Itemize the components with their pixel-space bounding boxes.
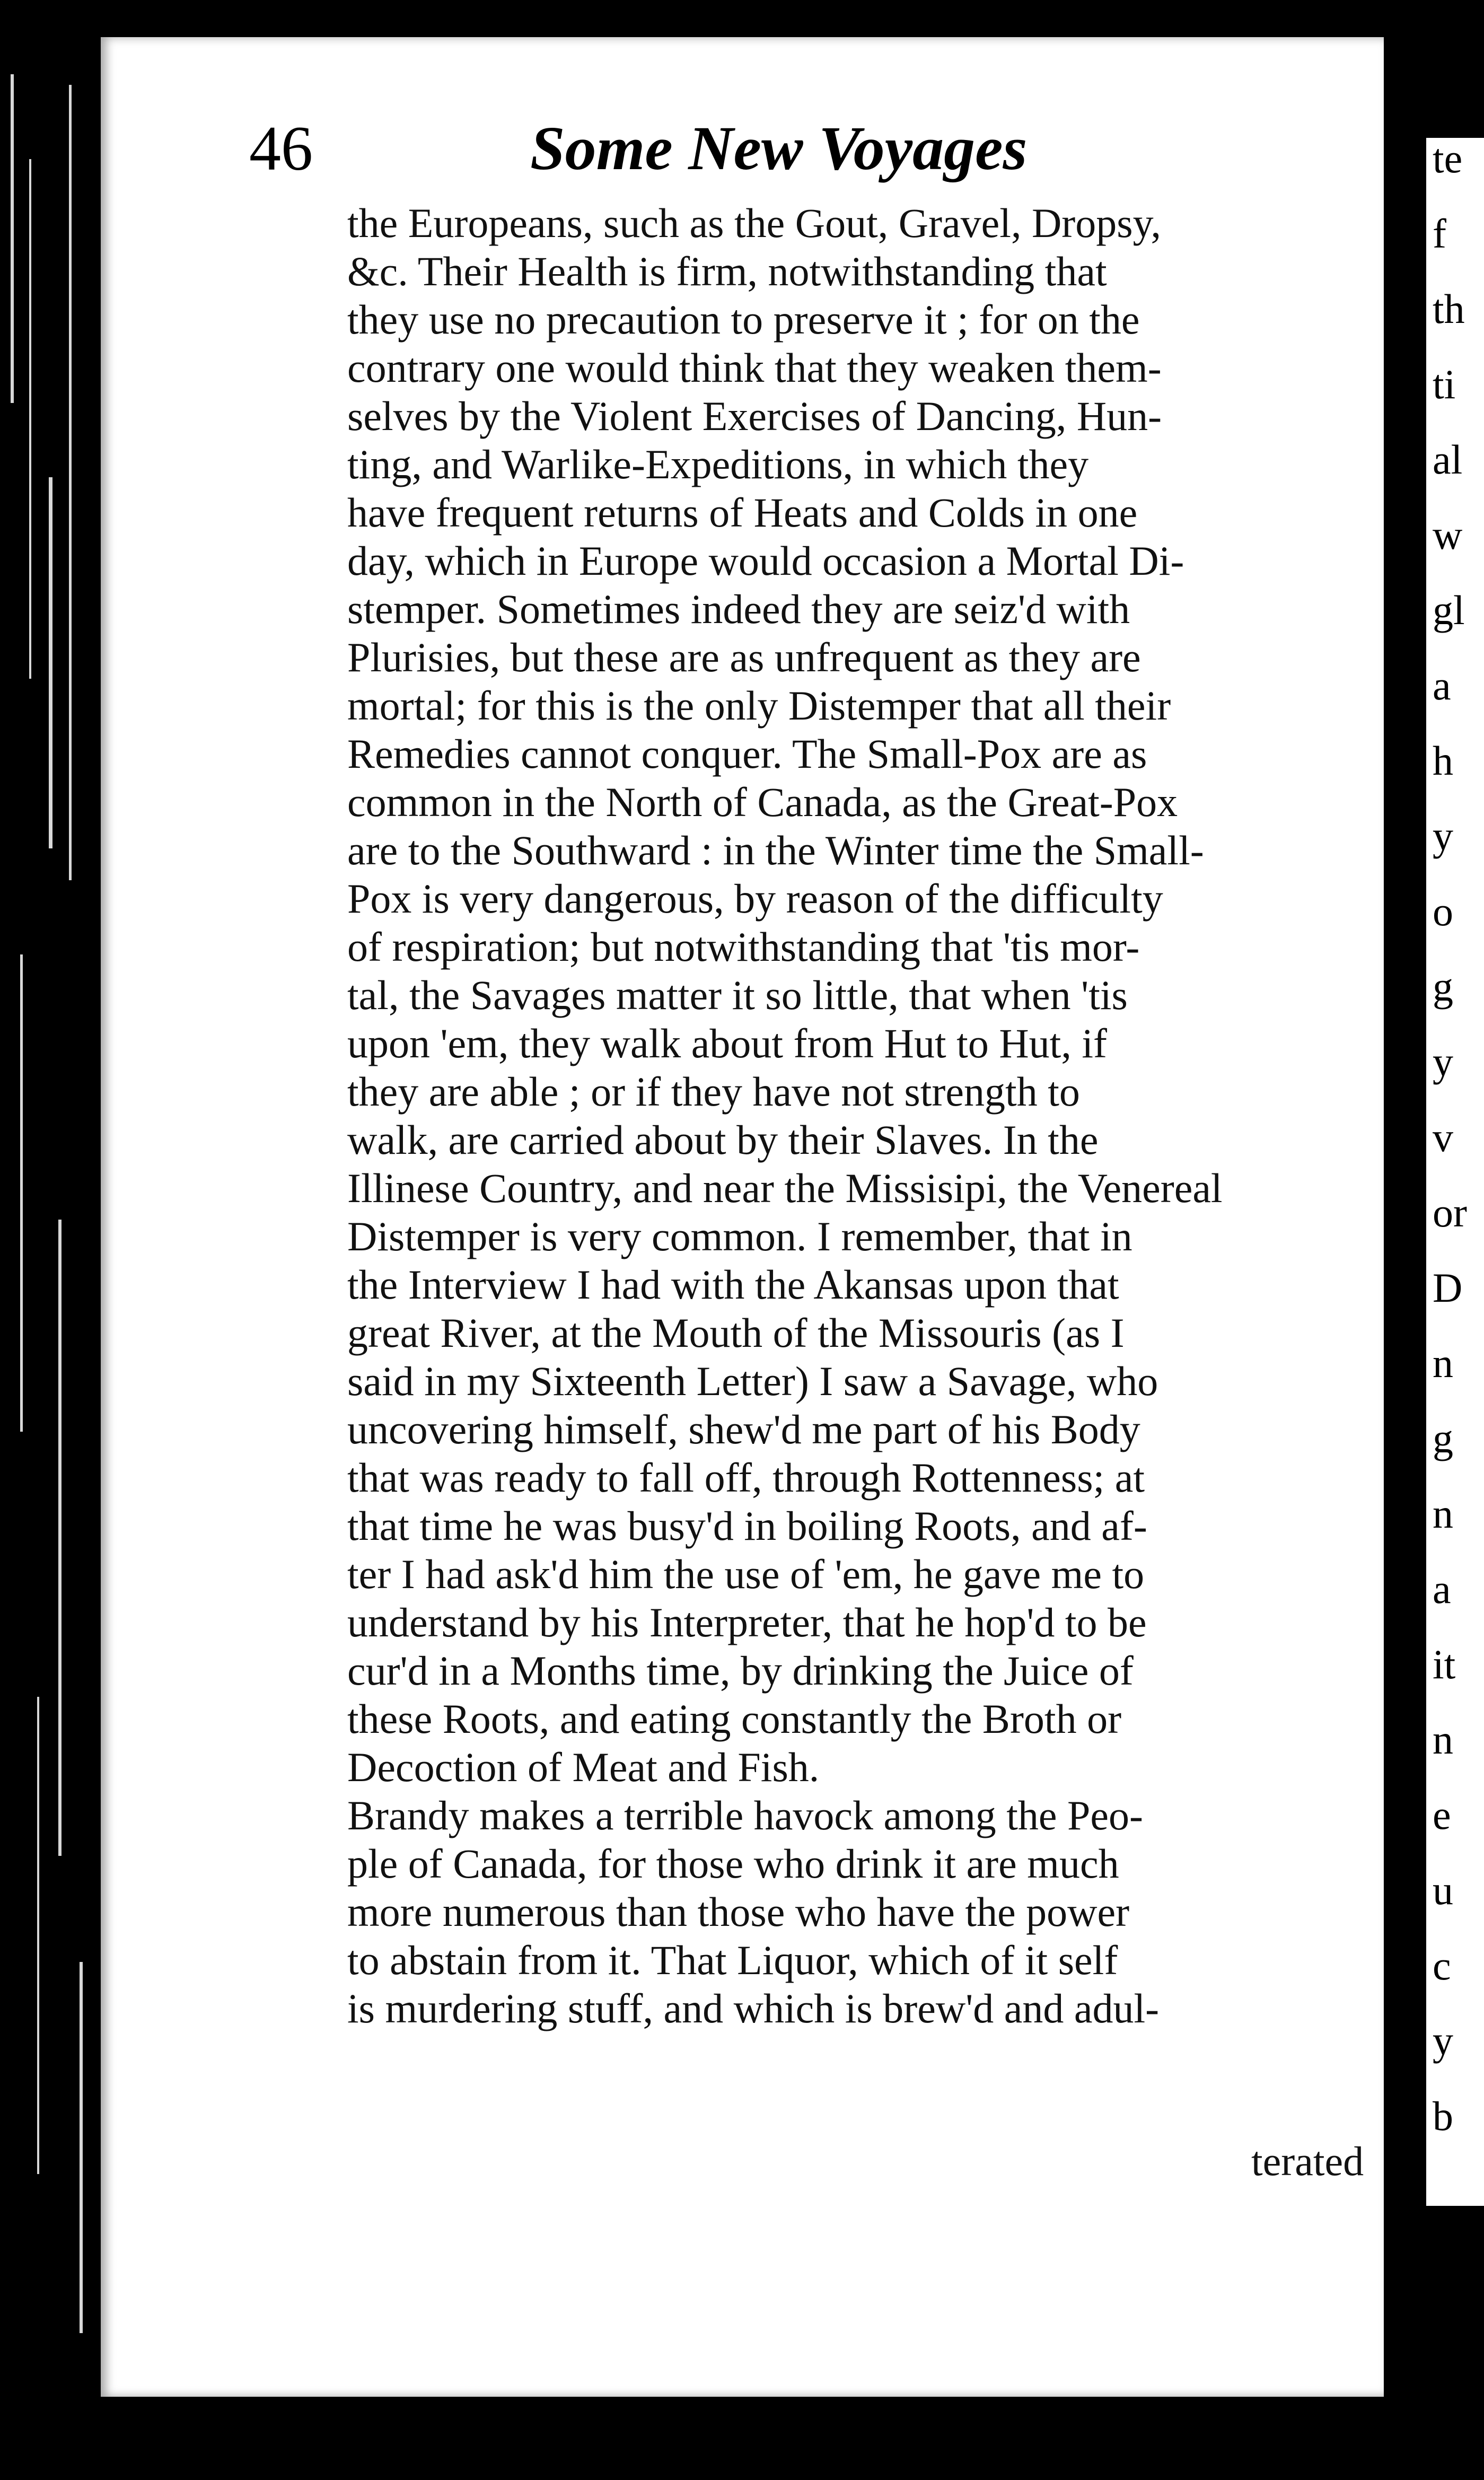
- text-line: of respiration; but notwithstanding that 'tis mor-: [347, 924, 1140, 970]
- facing-page-fragment: gl: [1433, 587, 1465, 633]
- text-line: these Roots, and eating constantly the Broth or: [347, 1696, 1122, 1742]
- text-line: more numerous than those who have the power: [347, 1889, 1130, 1935]
- text-line: day, which in Europe would occasion a Mortal Di-: [347, 538, 1184, 584]
- scan-edge-left: [0, 0, 101, 2480]
- facing-page-fragment: y: [1433, 813, 1453, 859]
- running-head: [249, 109, 1182, 188]
- facing-page-fragment: n: [1433, 1716, 1453, 1763]
- text-line: said in my Sixteenth Letter) I saw a Savage, who: [347, 1358, 1158, 1404]
- text-line: Illinese Country, and near the Missisipi, the Venereal: [347, 1165, 1223, 1211]
- facing-page-fragment: w: [1433, 512, 1463, 558]
- facing-page-fragment: u: [1433, 1867, 1453, 1913]
- facing-page-fragment: c: [1433, 1942, 1451, 1988]
- text-line: the Europeans, such as the Gout, Gravel, Dropsy,: [347, 200, 1162, 246]
- facing-page-fragment: o: [1433, 888, 1453, 934]
- facing-page-fragment: or: [1433, 1189, 1467, 1235]
- body-text: [347, 199, 1378, 2129]
- facing-page-fragment: b: [1433, 2093, 1453, 2139]
- text-line: &c. Their Health is firm, notwithstanding that: [347, 248, 1107, 294]
- text-line: are to the Southward : in the Winter time the Small-: [347, 827, 1204, 873]
- text-line: that time he was busy'd in boiling Roots, and af-: [347, 1503, 1147, 1549]
- text-line: upon 'em, they walk about from Hut to Hut, if: [347, 1020, 1107, 1066]
- text-line: understand by his Interpreter, that he hop'd to be: [347, 1599, 1147, 1645]
- facing-page-fragment: y: [1433, 1039, 1453, 1085]
- text-line: Decoction of Meat and Fish.: [347, 1744, 820, 1790]
- text-line: to abstain from it. That Liquor, which of it self: [347, 1937, 1118, 1983]
- facing-page-fragment: g: [1433, 963, 1453, 1010]
- facing-page-fragment: th: [1433, 286, 1465, 332]
- text-line: that was ready to fall off, through Rottenness; at: [347, 1454, 1145, 1501]
- text-line: Brandy makes a terrible havock among the Peo-: [347, 1792, 1144, 1838]
- text-line: mortal; for this is the only Distemper that all their: [347, 682, 1171, 729]
- text-line: they use no precaution to preserve it ; for on the: [347, 296, 1140, 343]
- text-line: Plurisies, but these are as unfrequent as they are: [347, 634, 1141, 680]
- text-line: stemper. Sometimes indeed they are seiz'd with: [347, 586, 1130, 632]
- page-number: 46: [249, 113, 313, 183]
- facing-page-fragment: a: [1433, 1566, 1451, 1612]
- text-line: ple of Canada, for those who drink it are much: [347, 1841, 1119, 1887]
- facing-page-fragment: y: [1433, 2018, 1453, 2064]
- facing-page-fragment: g: [1433, 1415, 1453, 1461]
- text-line: selves by the Violent Exercises of Dancing, Hun-: [347, 393, 1162, 439]
- running-title: Some New Voyages: [530, 113, 1028, 183]
- text-line: Pox is very dangerous, by reason of the difficulty: [347, 875, 1163, 922]
- text-line: Distemper is very common. I remember, that in: [347, 1213, 1132, 1259]
- facing-page-fragment: al: [1433, 436, 1463, 483]
- catchword: terated: [1251, 2138, 1364, 2184]
- facing-page-fragment: v: [1433, 1114, 1453, 1160]
- text-line: contrary one would think that they weaken them-: [347, 345, 1162, 391]
- facing-page-fragment: e: [1433, 1792, 1451, 1838]
- facing-page-fragment: it: [1433, 1641, 1456, 1687]
- facing-page-edge: [1426, 135, 1484, 2206]
- facing-page-fragment: a: [1433, 662, 1451, 708]
- facing-page-fragment: te: [1433, 135, 1463, 181]
- text-line: great River, at the Mouth of the Missouris (as I: [347, 1310, 1125, 1356]
- text-line: the Interview I had with the Akansas upon that: [347, 1261, 1119, 1308]
- facing-page-fragment: n: [1433, 1340, 1453, 1386]
- text-line: walk, are carried about by their Slaves. In the: [347, 1117, 1099, 1163]
- text-line: cur'd in a Months time, by drinking the Juice of: [347, 1648, 1134, 1694]
- facing-page-fragment: ti: [1433, 361, 1456, 407]
- text-line: tal, the Savages matter it so little, that when 'tis: [347, 972, 1128, 1018]
- text-line: common in the North of Canada, as the Great-Pox: [347, 779, 1178, 825]
- facing-page-fragment: n: [1433, 1491, 1453, 1537]
- text-line: ting, and Warlike-Expeditions, in which they: [347, 441, 1089, 487]
- text-line: is murdering stuff, and which is brew'd and adul-: [347, 1985, 1160, 2031]
- text-line: uncovering himself, shew'd me part of his Body: [347, 1406, 1140, 1452]
- text-line: ter I had ask'd him the use of 'em, he gave me to: [347, 1551, 1145, 1597]
- facing-page-fragment: D: [1433, 1265, 1463, 1311]
- text-line: they are able ; or if they have not strength to: [347, 1068, 1080, 1115]
- text-line: Remedies cannot conquer. The Small-Pox are as: [347, 731, 1147, 777]
- text-line: have frequent returns of Heats and Colds in one: [347, 489, 1138, 536]
- facing-page-fragment: h: [1433, 738, 1453, 784]
- facing-page-fragment: f: [1433, 211, 1446, 257]
